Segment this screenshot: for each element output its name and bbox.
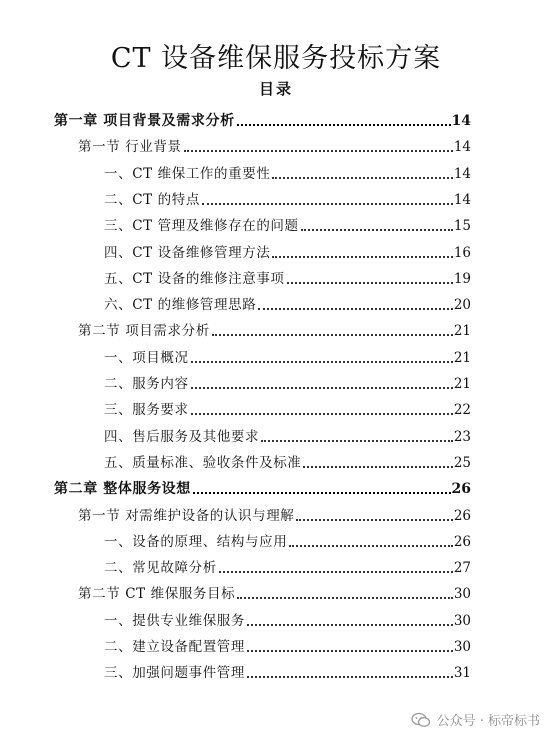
toc-leader-dots: [287, 282, 453, 284]
toc-page-number: 21: [453, 376, 471, 392]
toc-leader-dots: [191, 361, 453, 363]
toc-page-number: 16: [453, 244, 471, 261]
toc-section-entry: [78, 505, 471, 527]
toc-subsection-entry: [104, 268, 471, 290]
toc-page-number: 14: [453, 191, 471, 208]
toc-section-entry: [78, 320, 471, 342]
toc-page-number: 27: [453, 560, 471, 577]
toc-entry-label: 第一节 对需维护设备的认识与理解: [78, 507, 295, 524]
toc-subsection-entry: [104, 662, 471, 684]
toc-subsection-entry: [104, 163, 471, 185]
toc-page-number: 26: [451, 481, 471, 498]
toc-section-entry: [78, 136, 471, 158]
toc-entry-label: 第一节 行业背景: [78, 139, 182, 156]
toc-page-number: 30: [453, 612, 471, 629]
toc-entry-label: 一、设备的原理、结构与应用: [104, 533, 288, 550]
toc-chapter-entry: [54, 110, 471, 132]
toc-page-number: 23: [453, 428, 471, 445]
toc-leader-dots: [296, 519, 452, 521]
toc-entry-label: 六、CT 的维修管理思路: [104, 297, 257, 314]
toc-subsection-entry: [104, 610, 471, 632]
toc-page-number: 30: [453, 586, 471, 603]
toc-leader-dots: [247, 676, 453, 678]
toc-page-number: 30: [453, 639, 471, 655]
toc-heading: 目录: [258, 80, 293, 98]
toc-leader-dots: [237, 124, 451, 126]
toc-leader-dots: [301, 229, 453, 231]
toc-page-number: 20: [453, 297, 471, 314]
toc-entry-label: 五、CT 设备的维修注意事项: [104, 270, 285, 287]
toc-entry-label: 二、服务内容: [104, 376, 189, 392]
toc-subsection-entry: [104, 215, 471, 237]
toc-entry-label: 二、建立设备配置管理: [104, 639, 245, 655]
toc-subsection-entry: [104, 242, 471, 264]
toc-subsection-entry: [104, 636, 471, 658]
toc-leader-dots: [212, 334, 453, 336]
toc-entry-label: 一、提供专业维保服务: [104, 612, 245, 629]
toc-entry-label: 四、CT 设备维修管理方法: [104, 244, 271, 261]
toc-subsection-entry: [104, 347, 471, 369]
toc-entry-label: 三、加强问题事件管理: [104, 665, 245, 682]
toc-leader-dots: [261, 440, 453, 442]
toc-subsection-entry: [104, 531, 471, 553]
toc-page-number: 26: [453, 533, 471, 550]
toc-entry-label: 四、售后服务及其他要求: [104, 428, 260, 445]
toc-leader-dots: [272, 177, 452, 179]
toc-chapter-entry: [54, 478, 471, 500]
toc-subsection-entry: [104, 557, 471, 579]
toc-leader-dots: [247, 624, 453, 626]
toc-entry-label: 二、CT 的特点: [104, 191, 200, 208]
toc-subsection-entry: [104, 399, 471, 421]
toc-page-number: 14: [451, 113, 471, 129]
toc-entry-label: 三、服务要求: [104, 402, 189, 419]
toc-subsection-entry: [104, 373, 471, 395]
toc-entry-label: 一、CT 维保工作的重要性: [104, 165, 271, 182]
toc-leader-dots: [202, 203, 453, 205]
toc-entry-label: 三、CT 管理及维修存在的问题: [104, 218, 299, 235]
toc-page-number: 14: [453, 139, 471, 156]
toc-leader-dots: [219, 571, 453, 573]
toc-leader-dots: [191, 413, 453, 415]
wechat-icon: [411, 712, 431, 728]
toc-page-number: 14: [453, 165, 471, 182]
toc-leader-dots: [289, 545, 453, 547]
toc-page-number: 19: [453, 270, 471, 287]
toc-page-number: 26: [453, 507, 471, 524]
toc-subsection-entry: [104, 189, 471, 211]
toc-page-number: 21: [453, 349, 471, 366]
watermark: [411, 710, 540, 729]
toc-leader-dots: [303, 466, 452, 468]
toc-page-number: 22: [453, 402, 471, 419]
toc-entry-label: 二、常见故障分析: [104, 560, 217, 577]
toc-page-number: 31: [453, 665, 471, 682]
toc-entry-label: 第一章 项目背景及需求分析: [54, 113, 235, 129]
watermark-text: 公众号 · 标帝标书: [436, 714, 540, 729]
toc-subsection-entry: [104, 426, 471, 448]
toc-subsection-entry: [104, 452, 471, 474]
toc-leader-dots: [247, 650, 453, 652]
toc-page-number: 21: [453, 323, 471, 340]
toc-leader-dots: [258, 308, 452, 310]
toc-page-number: 25: [453, 454, 471, 471]
toc-section-entry: [78, 583, 471, 605]
toc-entry-label: 第二节 项目需求分析: [78, 323, 210, 340]
toc-entry-label: 五、质量标准、验收条件及标准: [104, 454, 302, 471]
document-title: CT 设备维保服务投标方案: [110, 43, 442, 74]
toc-subsection-entry: [104, 294, 471, 316]
toc-entry-label: 第二章 整体服务设想: [54, 481, 191, 498]
toc-page-number: 15: [453, 218, 471, 235]
toc-leader-dots: [237, 597, 453, 599]
toc-leader-dots: [184, 150, 453, 152]
toc-leader-dots: [193, 492, 451, 494]
toc-entry-label: 一、项目概况: [104, 349, 189, 366]
toc-entry-label: 第二节 CT 维保服务目标: [78, 586, 236, 603]
toc-leader-dots: [191, 387, 453, 389]
toc-leader-dots: [272, 256, 452, 258]
